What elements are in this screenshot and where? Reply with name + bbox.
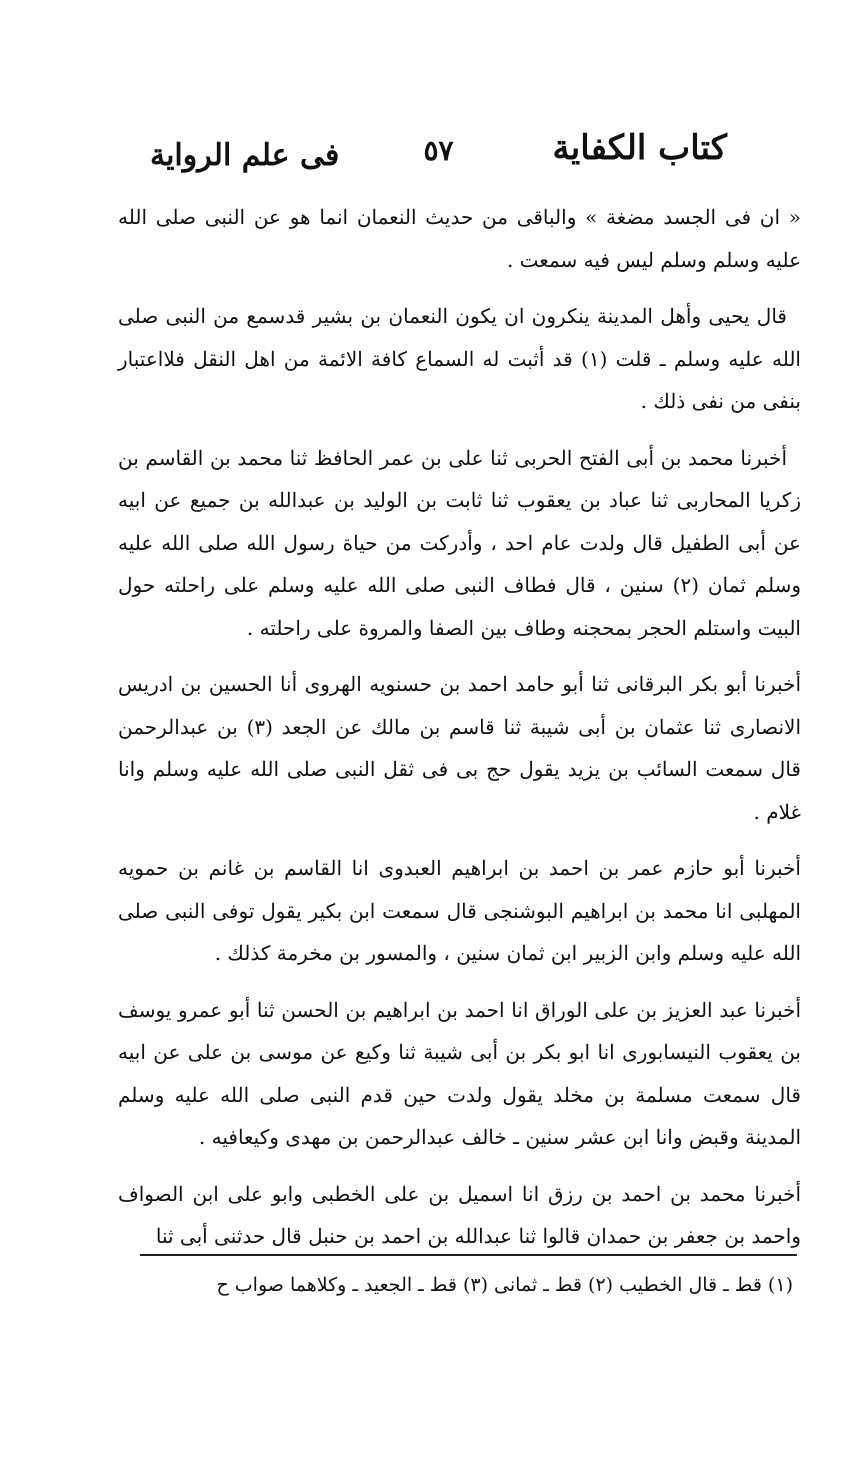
paragraph: أخبرنا أبو حازم عمر بن احمد بن ابراهيم العبدوى انا القاسم بن غانم بن حمويه المهلبى انا محمد بن ابراهيم البوشنجى قال سمعت ابن بكير يقول توفى النبى صلى الله عليه وسلم وابن الزبير ابن ثمان سنين ، والمسور بن مخرمة كذلك . [118, 856, 801, 965]
paragraph: أخبرنا أبو بكر البرقانى ثنا أبو حامد احمد بن حسنويه الهروى أنا الحسين بن ادريس الانصارى ثنا عثمان بن أبى شيبة ثنا قاسم بن مالك عن الجعد (٣) بن عبدالرحمن قال سمعت السائب بن يزيد يقول حج بى فى ثقل النبى صلى الله عليه وسلم وانا غلام . [118, 672, 801, 824]
paragraph: أخبرنا عبد العزيز بن على الوراق انا احمد بن ابراهيم بن الحسن ثنا أبو عمرو يوسف بن يعقوب النيسابورى انا ابو بكر بن أبى شيبة ثنا وكيع عن موسى بن على عن ابيه قال سمعت مسلمة بن مخلد يقول ولدت حين قدم النبى صلى الله عليه وسلم المدينة وقبض وانا ابن عشر سنين ـ خالف عبدالرحمن بن مهدى وكيعافيه . [118, 997, 801, 1149]
paragraph: أخبرنا محمد بن احمد بن رزق انا اسميل بن على الخطبى وابو على ابن الصواف واحمد بن جعفر بن حمدان قالوا ثنا عبدالله بن احمد بن حنبل قال حدثنى أبى ثنا [118, 1181, 801, 1248]
page-body [118, 196, 801, 1272]
page-header [150, 128, 727, 184]
paragraph: « ان فى الجسد مضغة » والباقى من حديث النعمان انما هو عن النبى صلى الله عليه وسلم وسلم ليس فيه سمعت . [118, 205, 801, 272]
footnote-divider [140, 1254, 797, 1256]
running-subtitle: فى علم الرواية [150, 138, 340, 173]
running-title: كتاب الكفاية [552, 128, 727, 168]
paragraph: أخبرنا محمد بن أبى الفتح الحربى ثنا على بن عمر الحافظ ثنا محمد بن القاسم بن زكريا المحاربى ثنا عباد بن يعقوب ثنا ثابت بن الوليد بن عبدالله بن جميع عن ابيه عن أبى الطفيل قال ولدت عام احد ، وأدركت من حياة رسول الله صلى الله عليه وسلم ثمان (٢) سنين ، قال فطاف النبى صلى الله عليه وسلم على راحلته حول البيت واستلم الحجر بمحجنه وطاف بين الصفا والمروة على راحلته . [118, 445, 802, 640]
paragraph: قال يحيى وأهل المدينة ينكرون ان يكون النعمان بن بشير قدسمع من النبى صلى الله عليه وسلم ـ قلت (١) قد أثبت له السماع كافة الائمة من اهل النقل فلااعتبار بنفى من نفى ذلك . [118, 304, 801, 413]
footnote: (١) قط ـ قال الخطيب (٢) قط ـ ثمانى (٣) قط ـ الجعيد ـ وكلاهما صواب ح [216, 1274, 793, 1296]
page-number: ٥٧ [423, 134, 454, 167]
